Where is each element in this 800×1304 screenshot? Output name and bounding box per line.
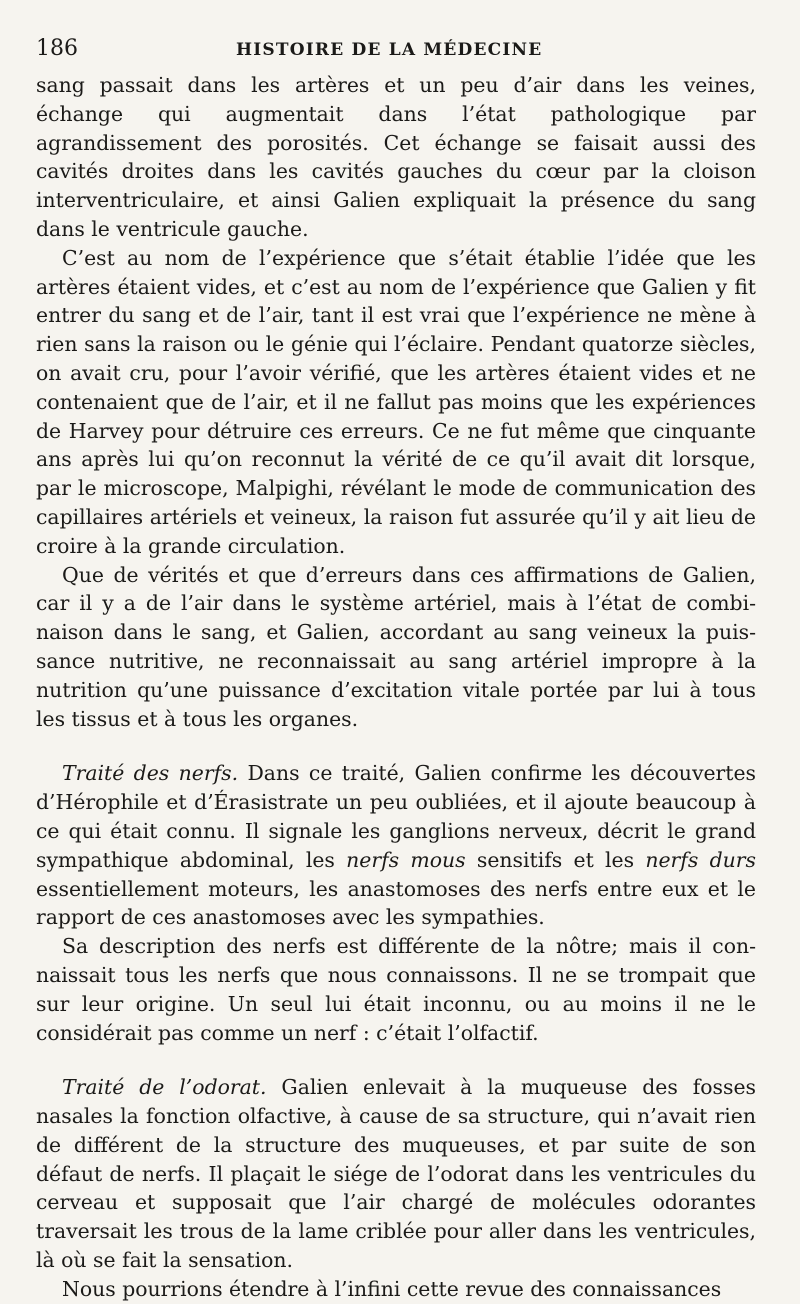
paragraph-2: C’est au nom de l’expérience que s’était établie l’idée que les artères étaient vides, et c’est au nom de l’expérience que Galien y fit entrer du sang et de l’air, tant il est vrai que l’expérience ne mène à rien sans la raison ou le génie qui l’éclaire. Pendant quatorze siècles, on avait cru, pour l’avoir vérifié, que les artères étaient vides et ne contenaient que de l’air, et il ne fallut pas moins que les expériences de Harvey pour détruire ces erreurs. Ce ne fut même que cinquante ans après lui qu’on reconnut la vérité de ce qu’il avait dit lorsque, par le microscope, Malpighi, révélant le mode de communication des capillaires artériels et veineux, la raison fut assurée qu’il y ait lieu de croire à la grande circulation. (36, 245, 756, 558)
nerfs-text-3: essentiellement moteurs, les anastomoses des nerfs entre eux et le rapport de ces anastomoses avec les sympathies. (36, 876, 756, 930)
running-title: HISTOIRE DE LA MÉDECINE (236, 40, 543, 60)
section-title-nerfs: Traité des nerfs. (62, 761, 239, 786)
nerfs-durs: nerfs durs (645, 847, 756, 872)
odorat-text: Galien enlevait à la muqueuse des fosses nasales la fonction olfactive, à cause de sa structure, qui n’avait rien de différent de la structure des muqueuses, et par suite de son défaut de nerfs. Il plaçait le siége de l’odorat dans les ventricules du cerveau et supposait que l’air chargé de molécules odorantes traversait les trous de la lame criblée pour aller dans les ventricules, là où se fait la sensation. (36, 1075, 757, 1273)
paragraph-3: Que de vérités et que d’erreurs dans ces affirmations de Galien, car il y a de l’air dans le système artériel, mais à l’état de combinaison dans le sang, et Galien, accordant au sang veineux la puissance nutritive, ne reconnaissait au sang artériel impropre à la nutrition qu’une puissance d’excitation vitale portée par lui à tous les tissus et à tous les organes. (36, 562, 756, 731)
page-number: 186 (36, 36, 78, 61)
nerfs-text-2: sensitifs et les (465, 847, 646, 872)
page-header (36, 36, 756, 61)
section-title-odorat: Traité de l’odorat. (62, 1075, 267, 1100)
nerfs-mous: nerfs mous (346, 847, 466, 872)
paragraph-7: Nous pourrions étendre à l’infini cette revue des connaissances (62, 1276, 722, 1301)
paragraph-traite-des-nerfs (36, 759, 756, 932)
paragraph-1: sang passait dans les artères et un peu d’air dans les veines, échange qui augmentait dans l’état pathologique par agrandissement des porosités. Cet échange se faisait aussi des cavités droites dans les cavités gauches du cœur par la cloison interventriculaire, et ainsi Galien expliquait la présence du sang dans le ventricule gauche. (36, 73, 756, 241)
paragraph-traite-odorat (36, 1073, 756, 1275)
paragraph-5: Sa description des nerfs est différente de la nôtre; mais il connaissait tous les nerfs que nous connaissons. Il ne se trompait que sur leur origine. Un seul lui était inconnu, ou au moins il ne le considérait pas comme un nerf : c’était l’olfactif. (36, 934, 756, 1045)
nerfs-text-1: Dans ce traité, Galien confirme les découvertes d’Hérophile et d’Érasistrate un peu oubliées, et il ajoute beaucoup à ce qui était connu. Il signale les ganglions nerveux, décrit le grand sympathique abdominal, les (36, 761, 756, 872)
